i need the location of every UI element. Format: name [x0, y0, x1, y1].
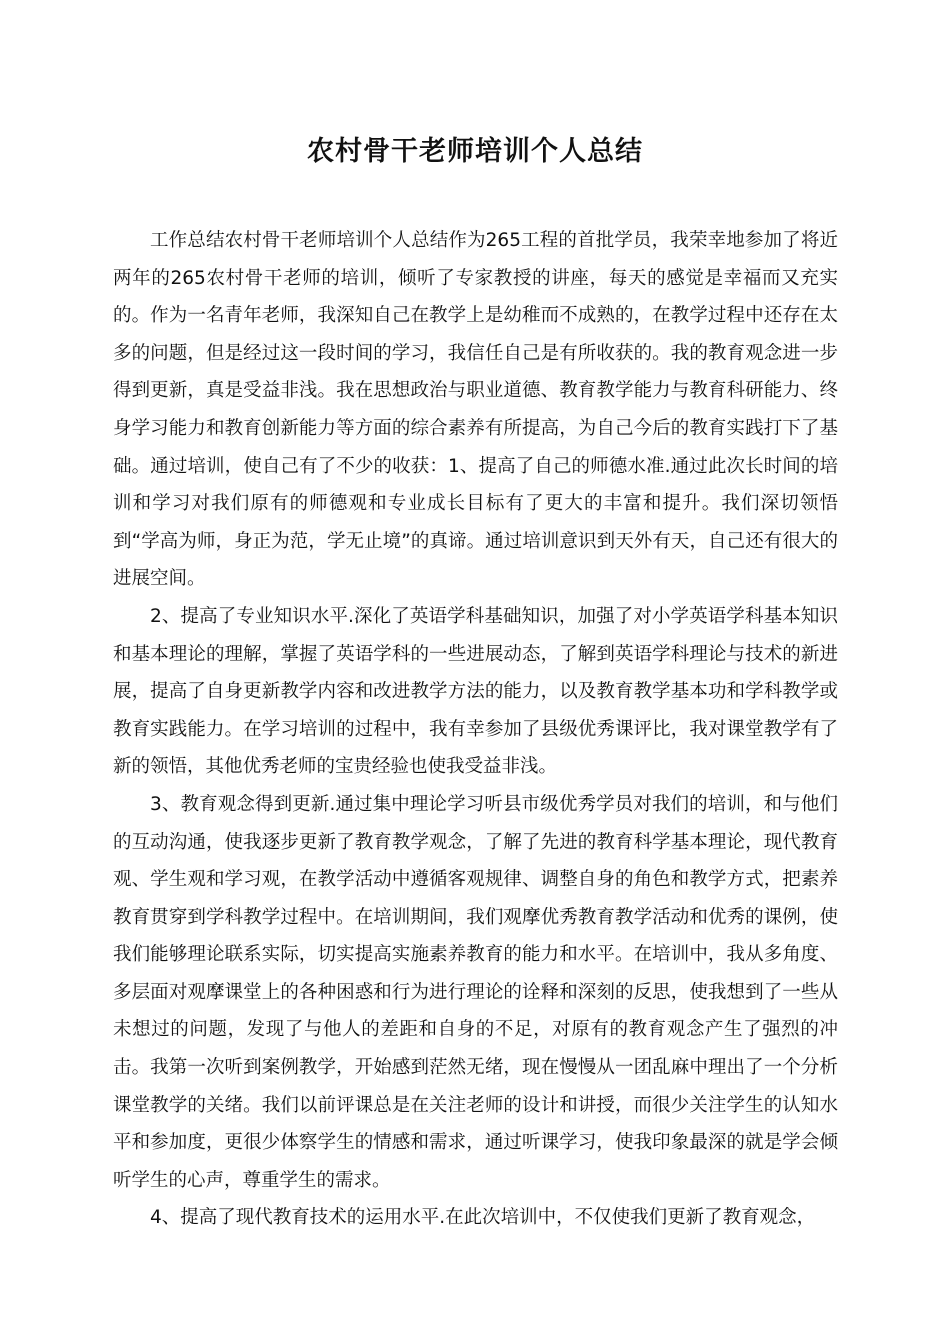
paragraph-3: 3、教育观念得到更新.通过集中理论学习听县市级优秀学员对我们的培训，和与他们的互动沟通，使我逐步更新了教育教学观念，了解了先进的教育科学基本理论，现代教育观、学生观和学习观，在教学活动中遵循客观规律、调整自身的角色和教学方式，把素养教育贯穿到学科教学过程中。在培训期间，我们观摩优秀教育教学活动和优秀的课例，使我们能够理论联系实际，切实提高实施素养教育的能力和水平。在培训中，我从多角度、多层面对观摩课堂上的各种困惑和行为进行理论的诠释和深刻的反思，使我想到了一些从未想过的问题，发现了与他人的差距和自身的不足，对原有的教育观念产生了强烈的冲击。我第一次听到案例教学，开始感到茫然无绪，现在慢慢从一团乱麻中理出了一个分析课堂教学的关绪。我们以前评课总是在关注老师的设计和讲授，而很少关注学生的认知水平和参加度，更很少体察学生的情感和需求，通过听课学习，使我印象最深的就是学会倾听学生的心声，尊重学生的需求。 [113, 793, 838, 1191]
document-title: 农村骨干老师培训个人总结 [307, 136, 643, 167]
paragraph-4: 4、提高了现代教育技术的运用水平.在此次培训中，不仅使我们更新了教育观念， [150, 1207, 816, 1229]
paragraph-intro: 工作总结农村骨干老师培训个人总结作为265工程的首批学员，我荣幸地参加了将近两年的265农村骨干老师的培训，倾听了专家教授的讲座，每天的感觉是幸福而又充实的。作为一名青年老师，我深知自己在教学上是幼稚而不成熟的，在教学过程中还存在太多的问题，但是经过这一段时间的学习，我信任自己是有所收获的。我的教育观念进一步得到更新，真是受益非浅。我在思想政治与职业道德、教育教学能力与教育科研能力、终身学习能力和教育创新能力等方面的综合素养有所提高，为自己今后的教育实践打下了基础。通过培训，使自己有了不少的收获：1、提高了自己的师德水准.通过此次长时间的培训和学习对我们原有的师德观和专业成长目标有了更大的丰富和提升。我们深切领悟到“学高为师，身正为范，学无止境”的真谛。通过培训意识到天外有天，自己还有很大的进展空间。 [113, 230, 838, 590]
document-body [113, 222, 838, 1237]
paragraph-2: 2、提高了专业知识水平.深化了英语学科基础知识，加强了对小学英语学科基本知识和基本理论的理解，掌握了英语学科的一些进展动态，了解到英语学科理论与技术的新进展，提高了自身更新教学内容和改进教学方法的能力，以及教育教学基本功和学科教学或教育实践能力。在学习培训的过程中，我有幸参加了县级优秀课评比，我对课堂教学有了新的领悟，其他优秀老师的宝贵经验也使我受益非浅。 [113, 605, 838, 778]
